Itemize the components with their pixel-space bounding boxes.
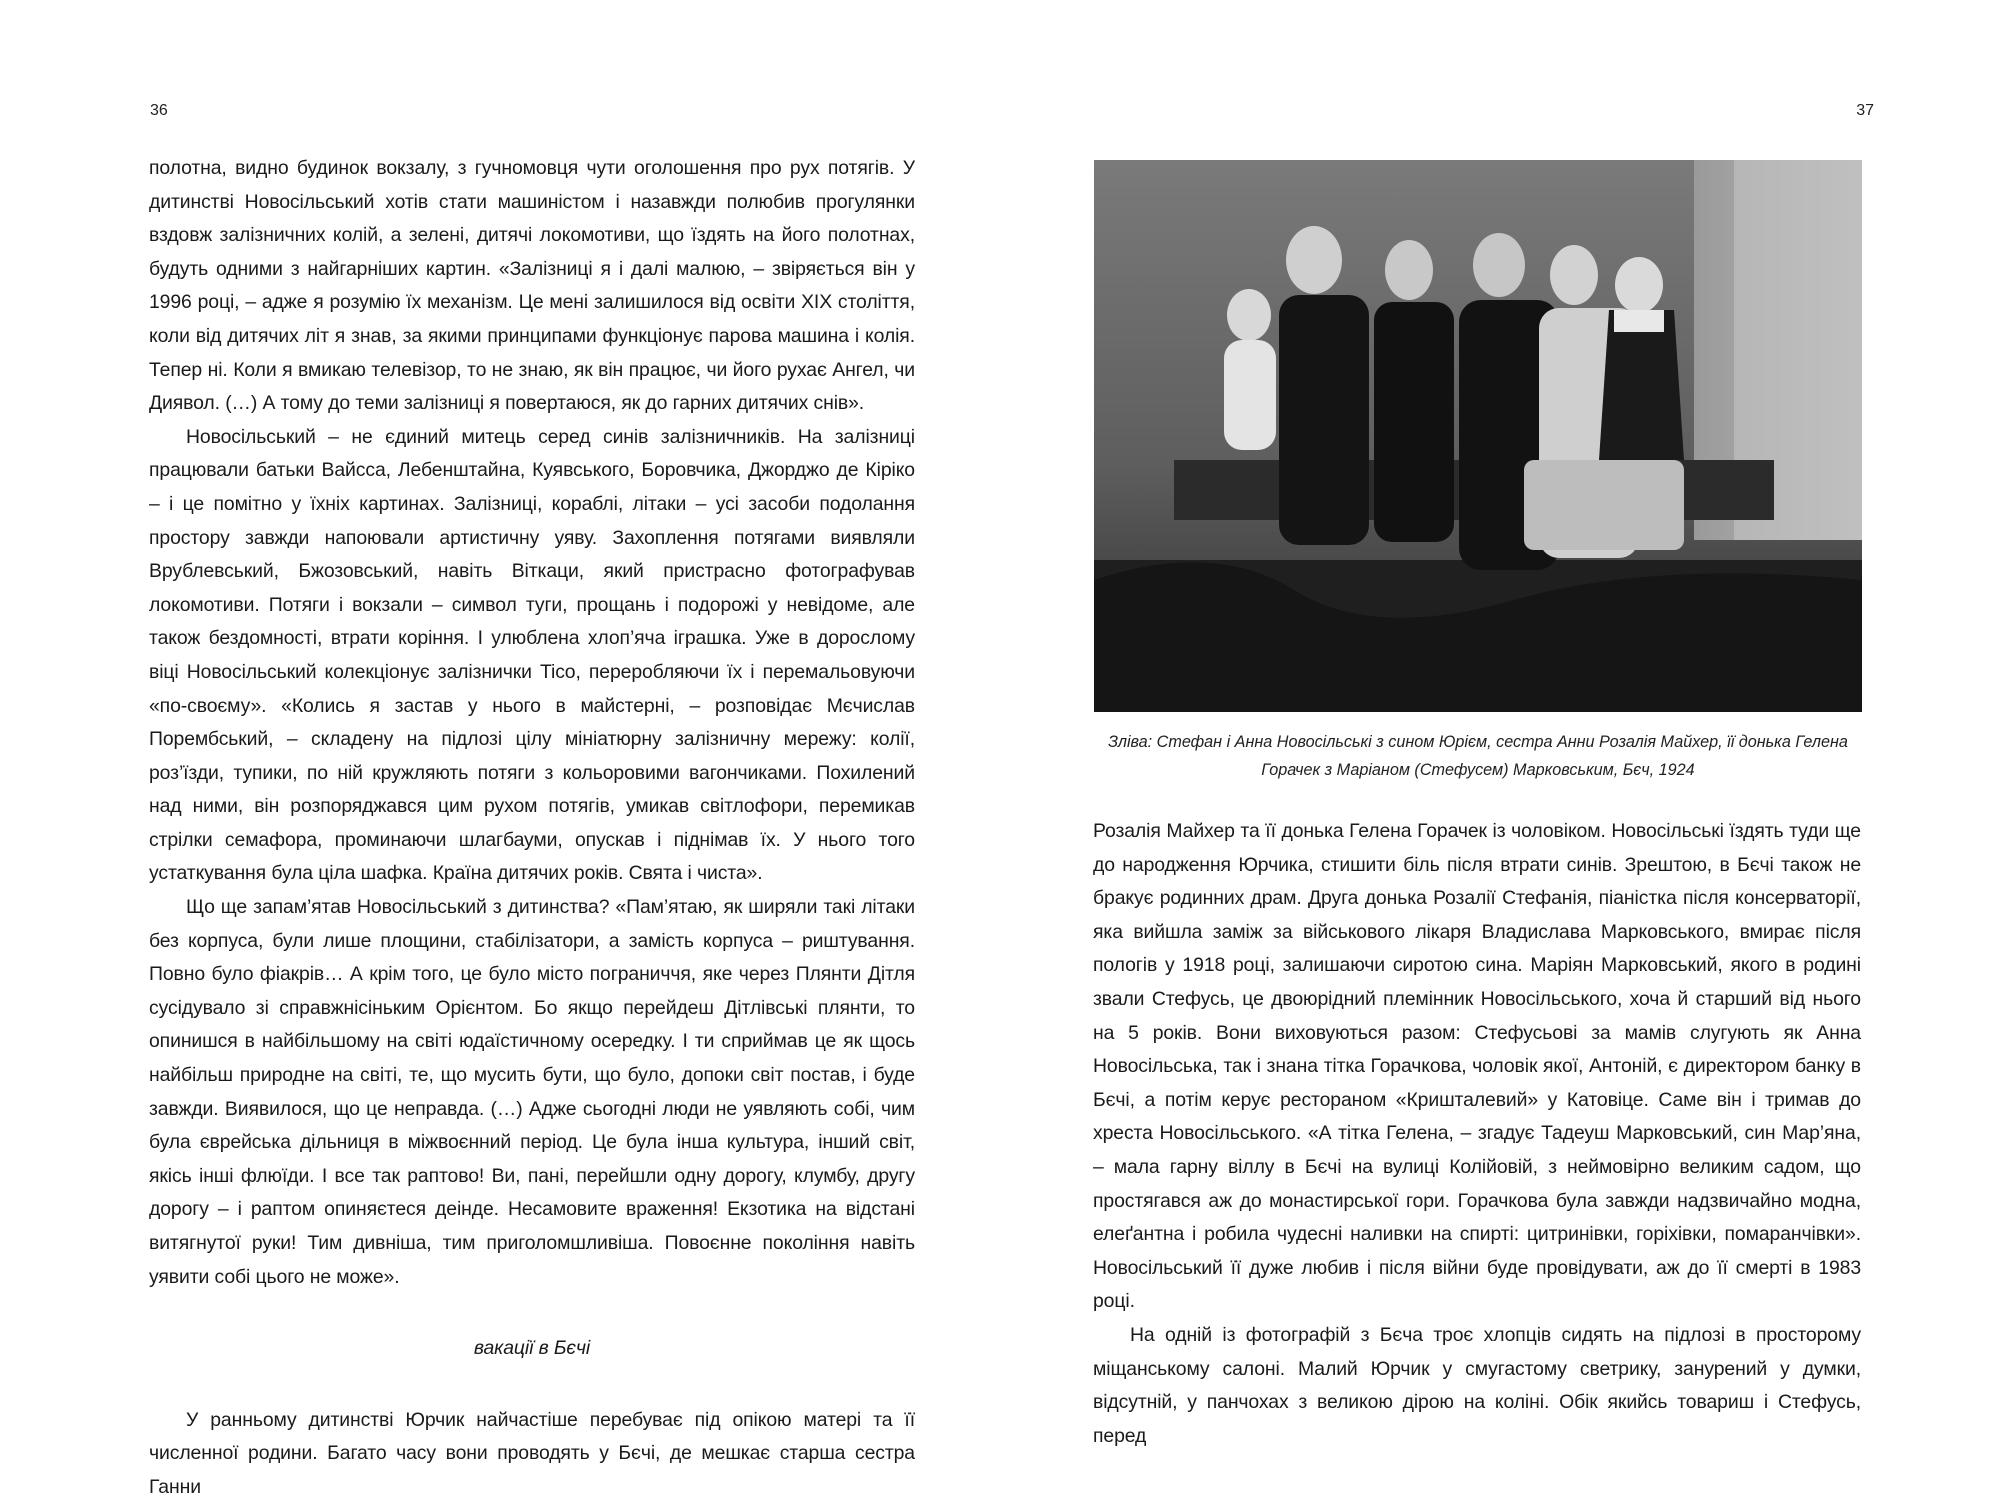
family-photo [1094,160,1862,712]
paragraph: На одній із фотографій з Бєча троє хлопців сидять на підлозі в просторому міщанському салоні. Малий Юрчик у смугастому светрику, занурений у думки, відсутній, у панчохах з великою дірою на коліні. Обік якийсь товариш і Стефусь, перед [1093,1323,1861,1447]
paragraph: полотна, видно будинок вокзалу, з гучномовця чути оголошення про рух потягів. У дитинстві Новосільський хотів стати машиністом і назавжди полюбив прогулянки вздовж залізничних колій, а зелені, дитячі локомотиви, що їздять на його полотнах, будуть одними з найгарніших картин. «Залізниці я і далі малюю, – звіряється він у 1996 році, – адже я розумію їх механізм. Це мені залишилося від освіти XIX століття, коли від дитячих літ я знав, за якими принципами функціонує парова машина і колія. Тепер ні. Коли я вмикаю телевізор, то не знаю, як він працює, чи його рухає Ангел, чи Диявол. (…) А тому до теми залізниці я повертаюся, як до гарних дитячих снів». [149,157,915,415]
paragraph: Новосільський – не єдиний митець серед синів залізничників. На залізниці працювали батьки Вайсса, Лебенштайна, Куявського, Боровчика, Джорджо де Кіріко – і це помітно у їхніх картинах. Залізниці, кораблі, літаки – усі засоби подолання простору завжди напоювали артистичну уяву. Захоплення потягами виявляли Врублевський, Бжозовський, навіть Віткаци, який пристрасно фотографував локомотиви. Потяги і вокзали – символ туги, прощань і подорожі у невідоме, але також бездомності, втрати коріння. І улюблена хлоп’яча іграшка. Уже в дорослому віці Новосільський колекціонує залізнички Tico, переробляючи їх і перемальовуючи «по-своєму». «Колись я застав у нього в майстерні, – розповідає Мєчислав Порембський, – складену на підлозі цілу мініатюрну залізничну мережу: колії, роз’їзди, тупики, по ній кружляють потяги з кольоровими вагончиками. Похилений над ними, він розпоряджався цим рухом потягів, умикав світлофори, перемикав стрілки семафора, проминаючи шлагбауми, опускав і піднімав їх. У нього того устаткування була ціла шафка. Країна дитячих років. Свята і чиста». [149,425,915,885]
family-photo-image [1094,160,1862,712]
page-number-right: 37 [1856,102,1874,119]
right-body-text [1093,815,1861,1453]
section-title: вакації в Бєчі [473,1337,591,1360]
paragraph: Розалія Майхер та її донька Гелена Горачек із чоловіком. Новосільські їздять туди ще до народження Юрчика, стишити біль після втрати синів. Зрештою, в Бєчі також не бракує родинних драм. Друга донька Розалії Стефанія, піаністка після консерваторії, яка вийшла заміж за військового лікаря Владислава Марковського, вмирає після пологів у 1918 році, залишаючи сиротою сина. Маріян Марковський, якого в родині звали Стефусь, це двоюрідний племінник Новосільського, хоча й старший від нього на 5 років. Вони виховуються разом: Стефусьові за мамів слугують як Анна Новосільська, так і знана тітка Горачкова, чоловік якої, Антоній, є директором банку в Бєчі, а потім керує рестораном «Кришталевий» у Катовіце. Саме він і тримав до хреста Новосільського. «А тітка Гелена, – згадує Тадеуш Марковський, син Мар’яна, – мала гарну віллу в Бєчі на вулиці Колійовій, з неймовірно великим садом, що простягався аж до монастирської гори. Горачкова була завжди надзвичайно модна, елеґантна і робила чудесні наливки на спирті: цитринівки, горіхівки, помаранчівки». Новосільський її дуже любив і після війни буде провідувати, аж до її смерті в 1983 році. [1093,820,1861,1313]
left-body-text [149,152,915,1505]
left-page [0,0,1004,1498]
paragraph: Що ще запам’ятав Новосільський з дитинства? «Пам’ятаю, як ширяли такі літаки без корпуса, були лише площини, стабілізатори, а замість корпуса – риштування. Повно було фіакрів… А крім того, це було місто пограниччя, яке через Плянти Дітля сусідувало зі справжнісіньким Орієнтом. Бо якщо перейдеш Дітлівські плянти, то опинишся в найбільшому на світі юдаїстичному осередку. І ти сприймав це як щось найбільш природне на світі, те, що мусить бути, що було, допоки світ постав, і буде завжди. Виявилося, що це неправда. (…) Адже сьогодні люди не уявляють собі, чим була єврейська дільниця в міжвоєнний період. Це була інша культура, інший світ, якісь інші флюїди. І все так раптово! Ви, пані, перейшли одну дорогу, клумбу, другу дорогу – і раптом опиняєтеся деінде. Несамовите враження! Екзотика на відстані витягнутої руки! Тим дивніша, тим приголомшливіша. Повоєнне покоління навіть уявити собі цього не може». [149,896,915,1288]
page-number-left: 36 [150,102,168,119]
photo-caption: Зліва: Стефан і Анна Новосільські з сином Юрієм, сестра Анни Розалія Майхер, її донька Гелена Горачек з Маріаном (Стефусем) Марковським, Бєч, 1924 [1108,733,1848,779]
paragraph: У ранньому дитинстві Юрчик найчастіше перебуває під опікою матері та її численної родини. Багато часу вони проводять у Бєчі, де мешкає старша сестра Ганни [149,1408,915,1498]
